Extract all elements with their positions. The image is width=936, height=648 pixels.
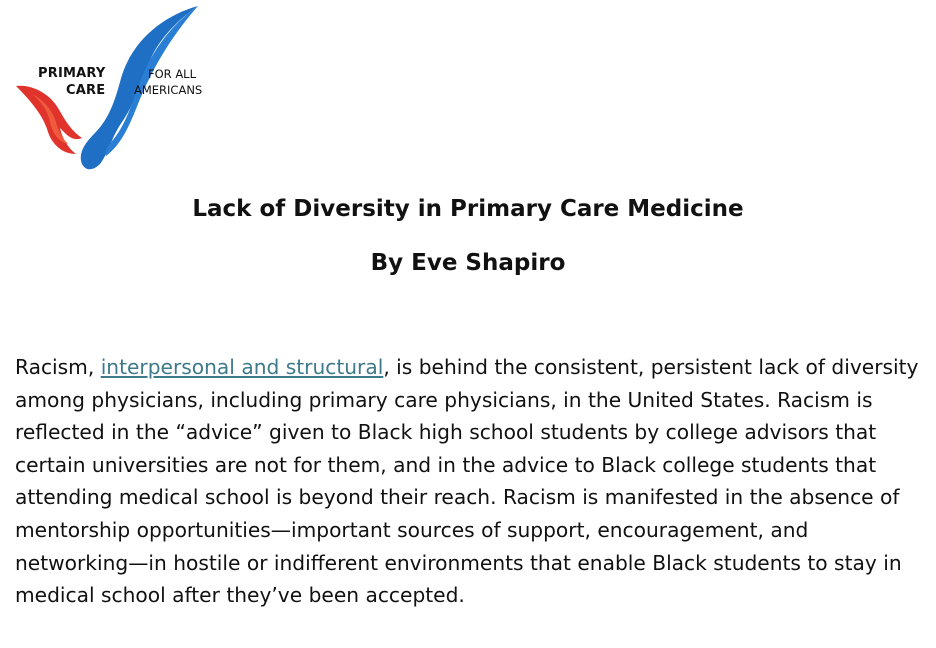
paragraph-rest: , is behind the consistent, persistent lack of diversity among physicians, including primary care physicians, in the United States. Racism is reflected in the “advice” given to Black high school students by college advisors that certain universities are not for them, and in the advice to Black college students that attending medical school is beyond their reach. Racism is manifested in the absence of mentorship opportunities—important sources of support, encouragement, and networking—in hostile or indifferent environments that enable Black students to stay in medical school after they’ve been accepted. [15, 355, 919, 608]
article-title: Lack of Diversity in Primary Care Medicine [192, 196, 744, 222]
logo-care-text: CARE [66, 83, 106, 98]
interpersonal-structural-link[interactable]: interpersonal and structural [100, 355, 384, 379]
logo-americans-text: AMERICANS [134, 83, 203, 97]
article-paragraph [15, 351, 925, 612]
paragraph-lead: Racism, [15, 355, 101, 379]
logo[interactable] [12, 4, 232, 176]
logo-primary-text: PRIMARY [38, 66, 106, 81]
logo-forall-text: FOR ALL [148, 67, 196, 81]
article-byline: By Eve Shapiro [370, 250, 566, 276]
